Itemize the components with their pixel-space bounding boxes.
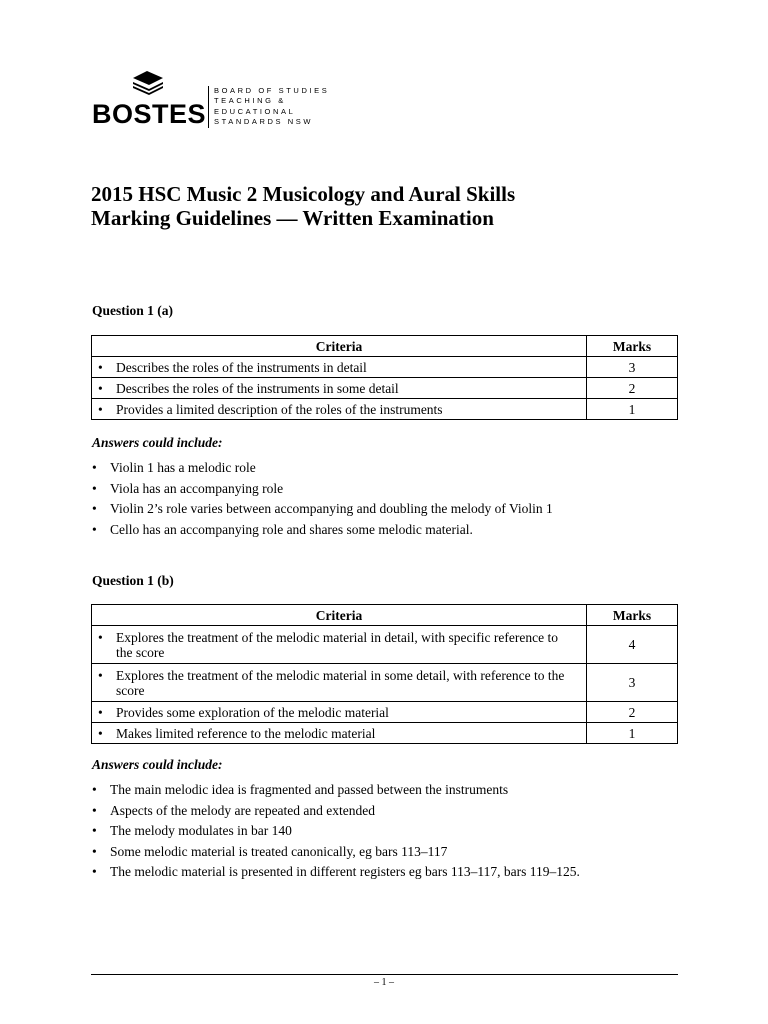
table-header-row [92, 336, 678, 357]
title-line-1: 2015 HSC Music 2 Musicology and Aural Skills [91, 182, 516, 206]
criteria-cell: • Provides some exploration of the melodic material [92, 702, 587, 723]
table-row [92, 702, 678, 723]
marks-cell: 1 [587, 723, 678, 744]
criteria-cell: • Explores the treatment of the melodic material in detail, with specific reference to the score [92, 626, 587, 664]
question-1b-answers-list [92, 780, 580, 883]
list-item: • Cello has an accompanying role and shares some melodic material. [92, 520, 553, 541]
table-header-row [92, 605, 678, 626]
question-1a-criteria-table [91, 335, 678, 420]
stacked-books-icon [130, 68, 166, 98]
logo-wordmark: BOSTES [92, 99, 207, 129]
list-item: • The melodic material is presented in different registers eg bars 113–117, bars 119–125. [92, 862, 580, 883]
question-1a-answers-heading: Answers could include: [92, 435, 223, 450]
criteria-header: Criteria [92, 605, 587, 626]
bostes-logo [92, 68, 352, 130]
table-row [92, 626, 678, 664]
table-row [92, 723, 678, 744]
question-1a-heading: Question 1 (a) [92, 303, 173, 318]
page-number: – 1 – [374, 977, 394, 988]
document-title [91, 182, 691, 230]
list-item: • The main melodic idea is fragmented and passed between the instruments [92, 780, 580, 801]
title-line-2: Marking Guidelines — Written Examination [91, 206, 494, 230]
criteria-cell: • Makes limited reference to the melodic material [92, 723, 587, 744]
question-1b-heading: Question 1 (b) [92, 573, 174, 588]
footer-divider [91, 974, 678, 975]
list-item: • Violin 2’s role varies between accompanying and doubling the melody of Violin 1 [92, 499, 553, 520]
question-1b-criteria-table [91, 604, 678, 744]
marks-cell: 3 [587, 664, 678, 702]
criteria-cell: • Describes the roles of the instruments in detail [92, 357, 587, 378]
marks-cell: 1 [587, 399, 678, 420]
marks-cell: 2 [587, 702, 678, 723]
table-row [92, 378, 678, 399]
criteria-cell: • Describes the roles of the instruments in some detail [92, 378, 587, 399]
list-item: • Aspects of the melody are repeated and extended [92, 801, 580, 822]
list-item: • Some melodic material is treated canonically, eg bars 113–117 [92, 842, 580, 863]
criteria-header: Criteria [92, 336, 587, 357]
list-item: • The melody modulates in bar 140 [92, 821, 580, 842]
logo-text: BOARD OF STUDIES TEACHING & EDUCATIONAL STANDARDS NSW [214, 86, 330, 127]
question-1b-answers-heading: Answers could include: [92, 757, 223, 772]
marks-header: Marks [587, 336, 678, 357]
table-row [92, 357, 678, 378]
marks-cell: 4 [587, 626, 678, 664]
logo-divider [208, 86, 209, 128]
list-item: • Viola has an accompanying role [92, 479, 553, 500]
criteria-cell: • Provides a limited description of the roles of the instruments [92, 399, 587, 420]
marks-header: Marks [587, 605, 678, 626]
list-item: • Violin 1 has a melodic role [92, 458, 553, 479]
table-row [92, 664, 678, 702]
table-row [92, 399, 678, 420]
marks-cell: 3 [587, 357, 678, 378]
marks-cell: 2 [587, 378, 678, 399]
question-1a-answers-list [92, 458, 553, 540]
criteria-cell: • Explores the treatment of the melodic material in some detail, with reference to the score [92, 664, 587, 702]
